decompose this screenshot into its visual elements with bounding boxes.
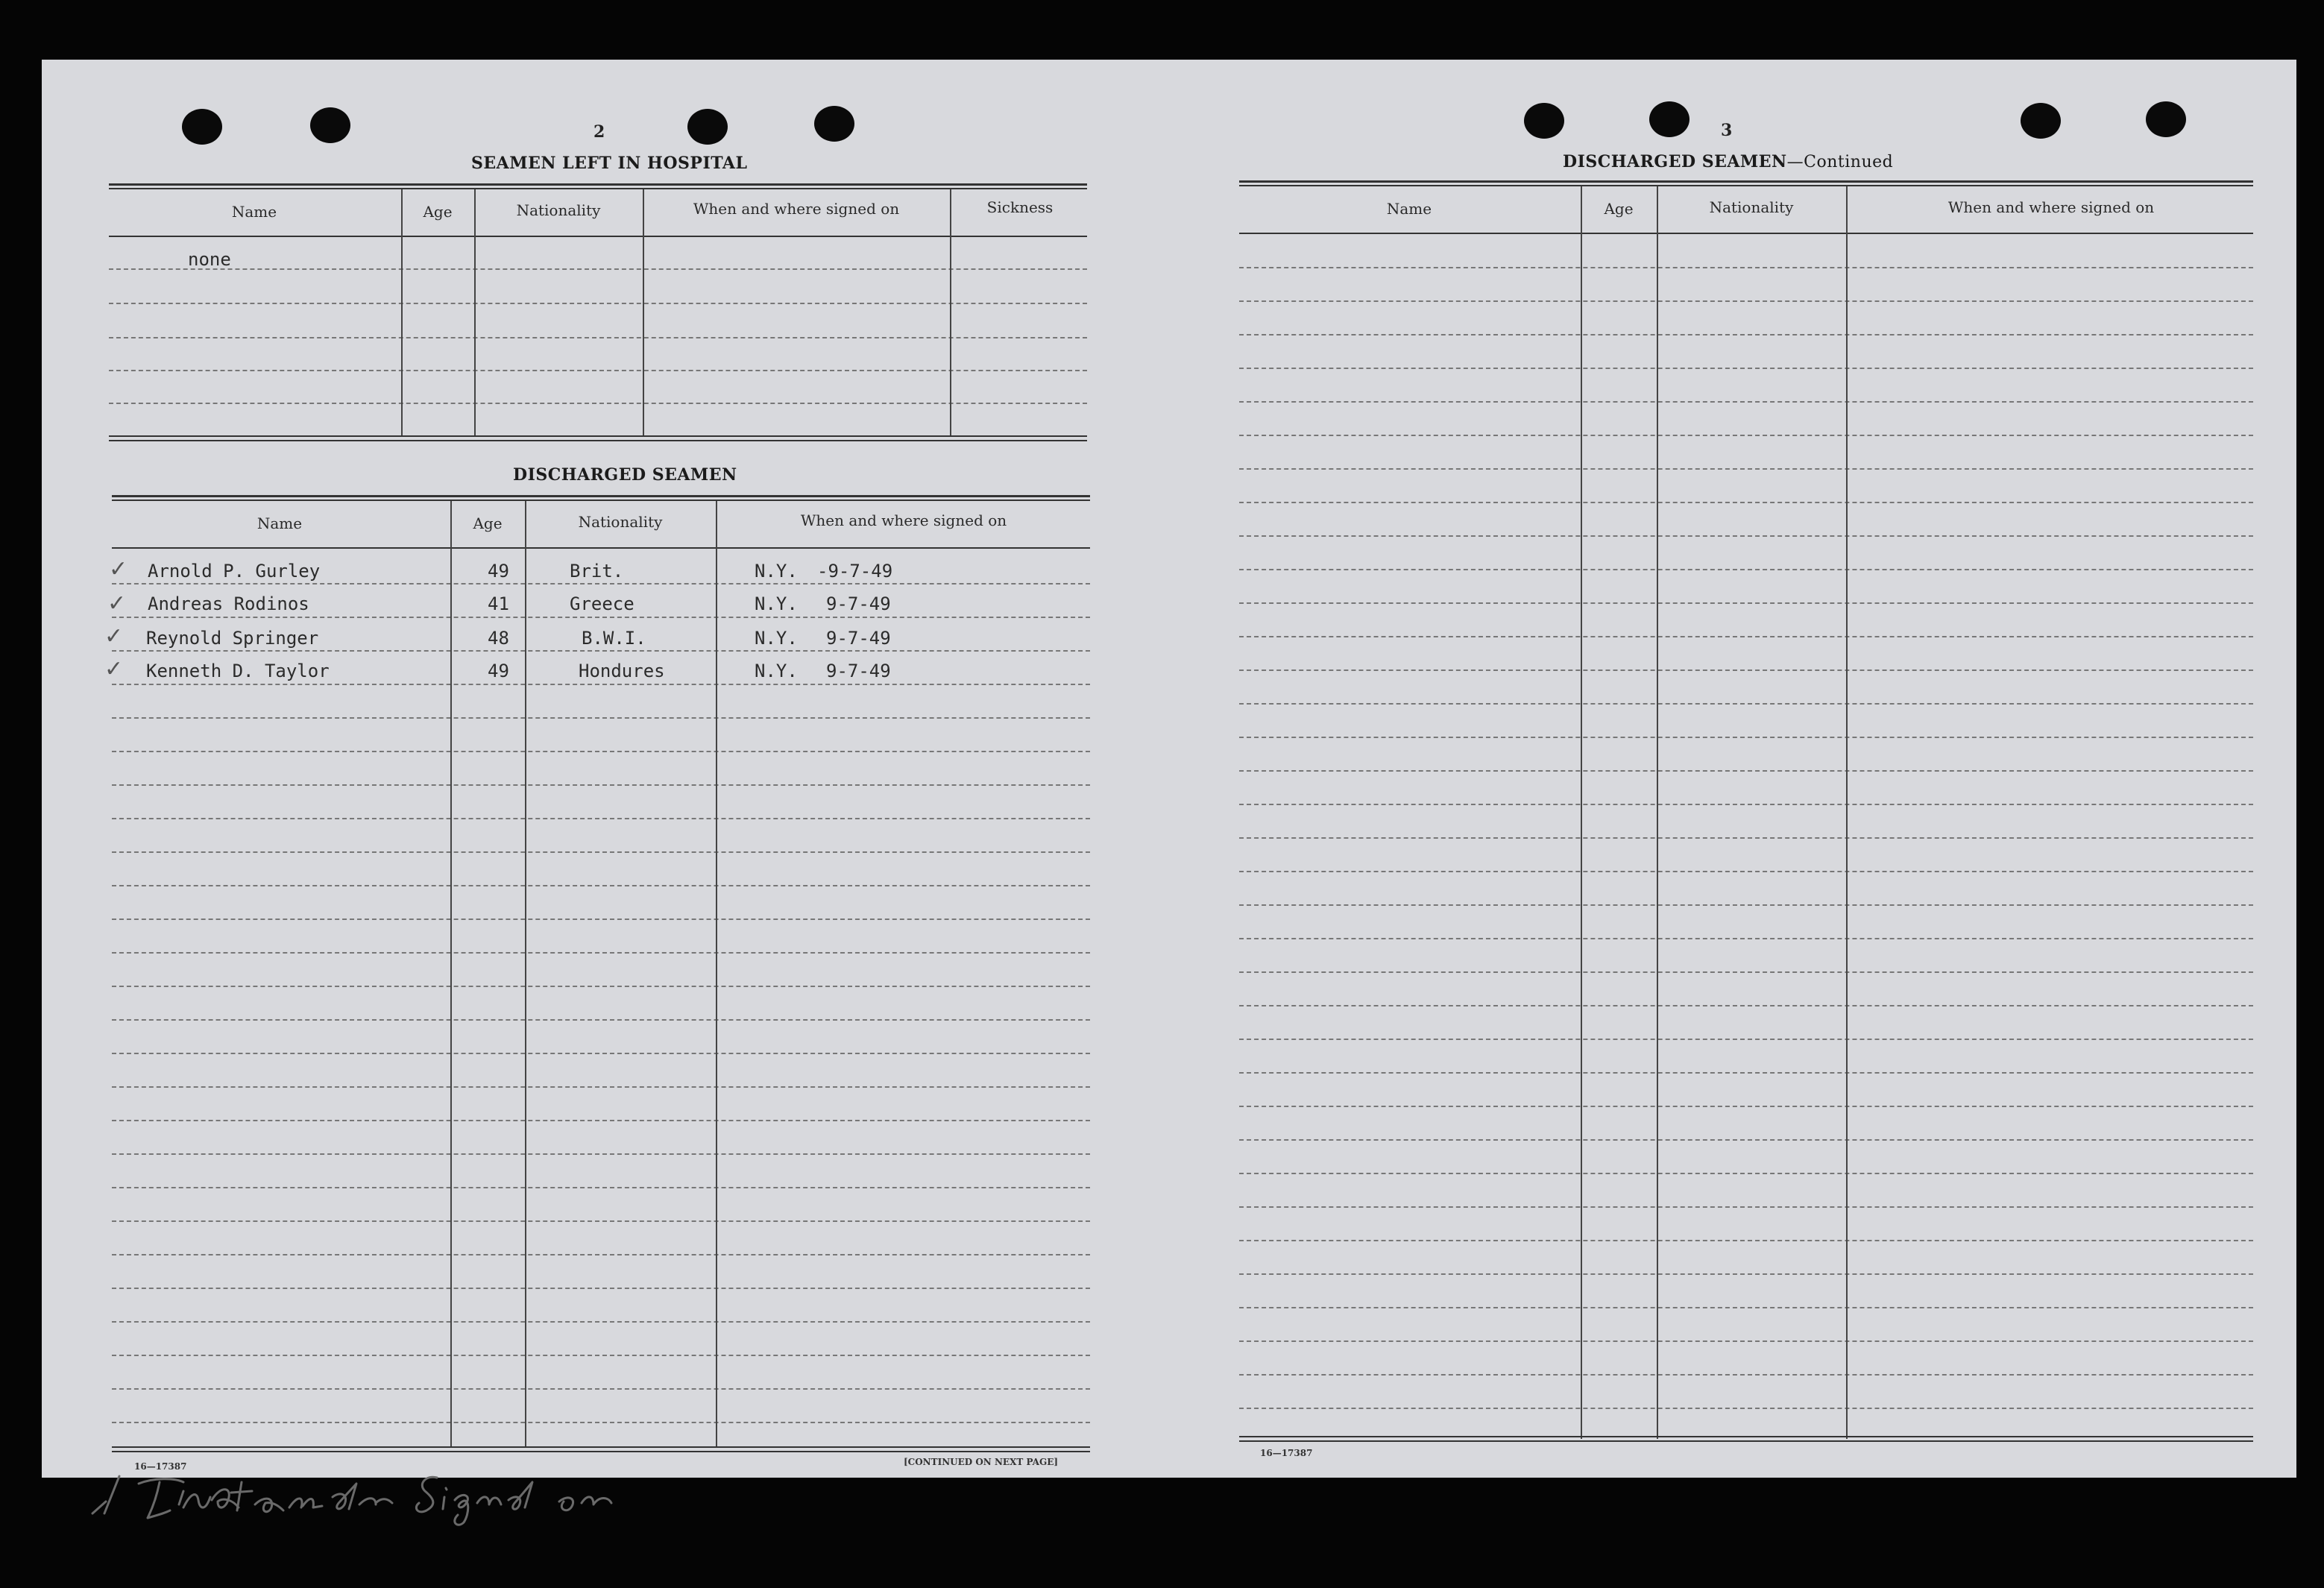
punch-hole — [310, 107, 350, 143]
row-line — [112, 818, 1090, 819]
table-bottom-rule — [1239, 1436, 2253, 1437]
row-line — [112, 751, 1090, 752]
row-line — [1239, 1072, 2253, 1074]
row-line — [1239, 1408, 2253, 1409]
table-bottom-rule — [1239, 1440, 2253, 1442]
column-divider — [525, 501, 526, 1448]
column-divider — [1581, 186, 1582, 1439]
column-divider — [716, 501, 717, 1448]
seaman-nationality: Greece — [570, 593, 634, 614]
row-line — [112, 684, 1090, 685]
row-line — [112, 851, 1090, 853]
row-line — [112, 1355, 1090, 1356]
seaman-age: 49 — [488, 561, 509, 582]
row-line — [1239, 468, 2253, 470]
seaman-nationality: Hondures — [579, 661, 665, 681]
row-line — [1239, 1273, 2253, 1275]
header-rule — [112, 547, 1090, 549]
signed-on-date: -9-7-49 — [817, 561, 893, 582]
column-divider — [643, 189, 644, 435]
seaman-age: 49 — [488, 661, 509, 681]
seaman-age: 41 — [488, 593, 509, 614]
seaman-age: 48 — [488, 628, 509, 649]
handwritten-note — [86, 1461, 802, 1528]
seaman-nationality: B.W.I. — [582, 628, 646, 649]
column-header: Nationality — [516, 201, 601, 219]
column-divider — [401, 189, 403, 435]
row-line — [1239, 737, 2253, 738]
row-line — [1239, 535, 2253, 537]
row-line — [112, 583, 1090, 585]
row-line — [112, 919, 1090, 920]
signed-on-place: N.Y. — [755, 561, 798, 582]
row-line — [112, 1086, 1090, 1088]
row-line — [112, 650, 1090, 652]
table-top-rule — [112, 500, 1090, 501]
row-line — [1239, 703, 2253, 705]
table-top-rule — [1239, 180, 2253, 183]
row-line — [1239, 502, 2253, 503]
row-line — [1239, 1173, 2253, 1174]
seaman-name: Kenneth D. Taylor — [146, 661, 330, 681]
check-mark: ✓ — [107, 590, 127, 617]
row-line — [112, 1321, 1090, 1323]
column-header: Age — [423, 203, 453, 221]
row-line — [1239, 837, 2253, 839]
column-header: Sickness — [986, 198, 1054, 216]
row-line — [112, 617, 1090, 618]
punch-hole — [182, 109, 222, 145]
row-line — [1239, 401, 2253, 403]
header-rule — [109, 236, 1087, 237]
column-divider — [1846, 186, 1848, 1439]
row-line — [1239, 938, 2253, 939]
column-header: Name — [1386, 200, 1432, 218]
punch-hole — [1524, 103, 1564, 139]
table-top-rule — [1239, 185, 2253, 186]
row-line — [1239, 1039, 2253, 1040]
table-bottom-rule — [112, 1451, 1090, 1452]
discharged-section-title: DISCHARGED SEAMEN — [513, 465, 737, 485]
row-line — [109, 303, 1087, 304]
row-line — [112, 952, 1090, 954]
row-line — [1239, 804, 2253, 805]
row-line — [1239, 1005, 2253, 1006]
column-header: Nationality — [578, 513, 663, 531]
form-number-left: 16—17387 — [134, 1461, 187, 1472]
row-line — [1239, 1340, 2253, 1342]
row-line — [1239, 1139, 2253, 1141]
continued-section-title — [1563, 152, 1893, 171]
row-line — [112, 1254, 1090, 1255]
signed-on-place: N.Y. — [755, 661, 798, 681]
row-line — [1239, 904, 2253, 906]
hospital-entry: none — [188, 249, 231, 270]
row-line — [112, 885, 1090, 886]
row-line — [112, 1187, 1090, 1188]
hospital-section-title: SEAMEN LEFT IN HOSPITAL — [471, 154, 748, 173]
column-divider — [450, 501, 452, 1448]
column-header: Age — [473, 514, 503, 532]
row-line — [1239, 602, 2253, 604]
row-line — [112, 1053, 1090, 1054]
table-bottom-rule — [112, 1446, 1090, 1448]
row-line — [1239, 1206, 2253, 1208]
row-line — [1239, 1307, 2253, 1308]
row-line — [1239, 267, 2253, 268]
page-number-left: 2 — [593, 122, 605, 142]
row-line — [109, 268, 1087, 270]
column-divider — [1657, 186, 1658, 1439]
signed-on-place: N.Y. — [755, 593, 798, 614]
row-line — [112, 784, 1090, 786]
table-top-rule — [112, 495, 1090, 497]
header-rule — [1239, 233, 2253, 234]
check-mark: ✓ — [104, 623, 124, 649]
table-top-rule — [109, 183, 1087, 186]
page-number-right: 3 — [1721, 121, 1733, 140]
row-line — [112, 986, 1090, 987]
table-top-rule — [109, 188, 1087, 189]
seaman-name: Reynold Springer — [146, 628, 319, 649]
table-bottom-rule — [109, 435, 1087, 437]
seaman-name: Arnold P. Gurley — [148, 561, 321, 582]
row-line — [1239, 971, 2253, 973]
row-line — [1239, 1374, 2253, 1376]
check-mark: ✓ — [109, 556, 128, 582]
row-line — [112, 1019, 1090, 1021]
continued-note: [CONTINUED ON NEXT PAGE] — [904, 1457, 1059, 1467]
column-divider — [950, 189, 951, 435]
row-line — [1239, 1106, 2253, 1107]
punch-hole — [814, 106, 854, 142]
row-line — [112, 1220, 1090, 1222]
column-header: Age — [1604, 200, 1634, 218]
column-header: When and where signed on — [693, 200, 900, 218]
column-header: Name — [256, 514, 303, 532]
row-line — [1239, 368, 2253, 369]
row-line — [1239, 435, 2253, 436]
signed-on-date: 9-7-49 — [826, 661, 891, 681]
scanned-document — [42, 60, 2296, 1478]
signed-on-place: N.Y. — [755, 628, 798, 649]
row-line — [1239, 636, 2253, 637]
row-line — [1239, 300, 2253, 302]
column-header: Nationality — [1709, 198, 1794, 216]
row-line — [112, 1288, 1090, 1289]
seaman-name: Andreas Rodinos — [148, 593, 309, 614]
row-line — [112, 1388, 1090, 1390]
punch-hole — [687, 109, 728, 145]
row-line — [1239, 1240, 2253, 1241]
table-bottom-rule — [109, 440, 1087, 441]
punch-hole — [2146, 101, 2186, 137]
punch-hole — [2021, 103, 2061, 139]
column-header: Name — [231, 203, 277, 221]
signed-on-date: 9-7-49 — [826, 628, 891, 649]
signed-on-date: 9-7-49 — [826, 593, 891, 614]
row-line — [1239, 569, 2253, 570]
row-line — [1239, 669, 2253, 671]
column-header: When and where signed on — [1947, 198, 2155, 216]
continued-title-main: DISCHARGED SEAMEN — [1563, 152, 1787, 171]
row-line — [112, 1120, 1090, 1121]
row-line — [109, 403, 1087, 404]
form-number-right: 16—17387 — [1260, 1448, 1313, 1458]
column-divider — [474, 189, 476, 435]
row-line — [112, 717, 1090, 719]
row-line — [1239, 334, 2253, 335]
continued-title-suffix: —Continued — [1786, 153, 1894, 171]
punch-hole — [1649, 101, 1690, 137]
seaman-nationality: Brit. — [570, 561, 624, 582]
row-line — [1239, 871, 2253, 872]
row-line — [109, 337, 1087, 338]
row-line — [109, 370, 1087, 371]
row-line — [112, 1153, 1090, 1155]
row-line — [112, 1422, 1090, 1423]
row-line — [1239, 770, 2253, 772]
check-mark: ✓ — [104, 656, 124, 682]
column-header: When and where signed on — [800, 511, 1007, 529]
